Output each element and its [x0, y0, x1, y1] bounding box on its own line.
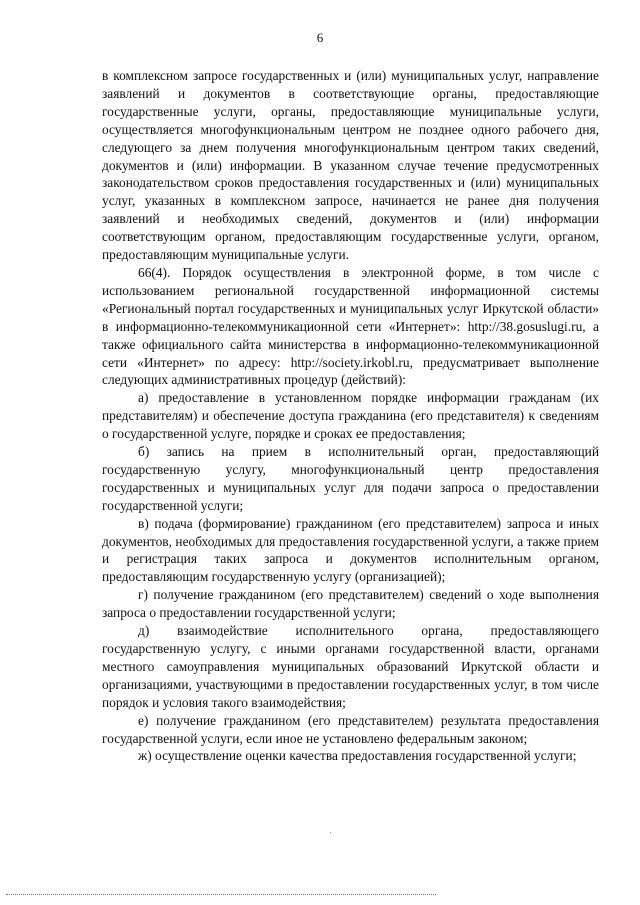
page-number: 6: [316, 30, 324, 45]
list-item-d: д) взаимодействие исполнительного органа, предоставляющего государственную услугу, с иными органами государственной власти, органами местного самоуправления муниципальных образований Иркутской области и организациями, участвующими в предоставлении государственных услуг, в том числе порядок и условия такого взаимодействия;: [102, 623, 599, 710]
paragraph-continuation: в комплексном запросе государственных и (или) муниципальных услуг, направление заявлений и документов в соответствующие органы, предоставляющие государственные услуги, органы, предоставляющие муниципальные услуги, осуществляется многофункциональным центром не позднее одного рабочего дня, следующего за днем получения многофункциональным центром таких сведений, документов и (или) информации. В указанном случае течение предусмотренных законодательством сроков предоставления государственных и (или) муниципальных услуг, указанных в комплексном запросе, начинается не ранее дня получения заявлений и необходимых сведений, документов и (или) информации соответствующим органом, предоставляющим государственные услуги, органом, предоставляющим муниципальные услуги.: [102, 68, 599, 263]
paragraph-66-4: 66(4). Порядок осуществления в электронной форме, в том числе с использованием региональной государственной информационной системы «Региональный портал государственных и муниципальных услуг Иркутской области» в информационно-телекоммуникационной сети «Интернет»: http://38.gosuslugi.ru, а также официального сайта министерства в информационно-телекоммуникационной сети «Интернет» по адресу: http://society.irkobl.ru, предусматривает выполнение следующих административных процедур (действий):: [102, 264, 599, 388]
list-item-g: г) получение гражданином (его представителем) сведений о ходе выполнения запроса о предоставлении государственной услуги;: [102, 587, 599, 621]
list-item-e: е) получение гражданином (его представителем) результата предоставления государственной услуги, если иное не установлено федеральным законом;: [102, 712, 599, 746]
list-item-a: а) предоставление в установленном порядке информации гражданам (их представителям) и обеспечение доступа гражданина (его представителя) к сведениям о государственной услуге, порядке и сроках ее предоставления;: [102, 390, 599, 442]
scan-speck: [330, 832, 331, 833]
list-item-zh: ж) осуществление оценки качества предоставления государственной услуги;: [138, 748, 577, 764]
list-item-v: в) подача (формирование) гражданином (его представителем) запроса и иных документов, необходимых для предоставления государственной услуги, а также прием и регистрация таких запроса и документов исполнительным органом, предоставляющим государственную услугу (организацией);: [102, 515, 599, 585]
document-body: [102, 67, 599, 765]
list-item-b: б) запись на прием в исполнительный орган, предоставляющий государственную услугу, многофункциональный центр предоставления государственных и муниципальных услуг для подачи запроса о предоставлении государственной услуги;: [102, 444, 599, 513]
footer-rule: [6, 894, 436, 895]
